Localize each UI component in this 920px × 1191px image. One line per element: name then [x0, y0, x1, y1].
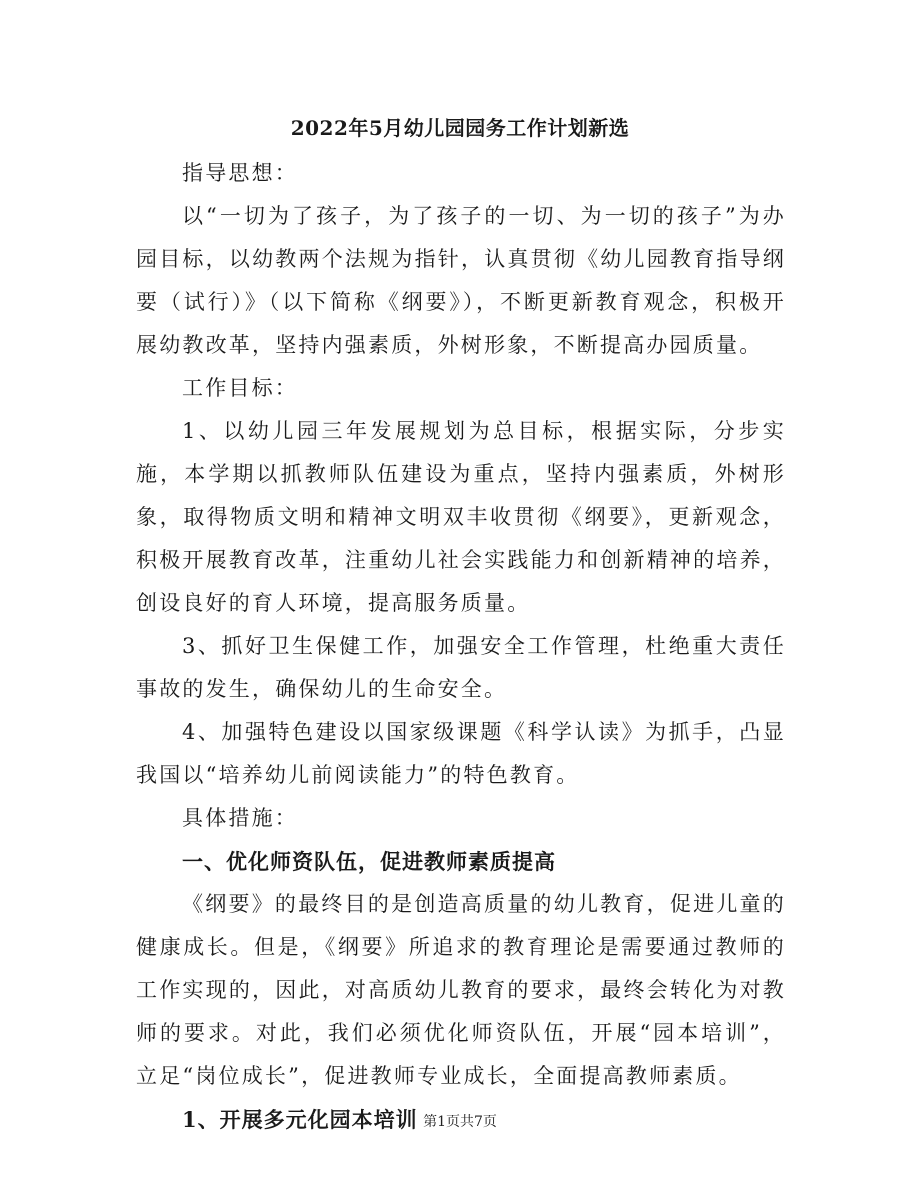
paragraph-goal-4: 4、加强特色建设以国家级课题《科学认读》为抓手，凸显我国以“培养幼儿前阅读能力”的特色教育。	[136, 720, 786, 787]
heading-guiding-thought: 指导思想：	[182, 161, 298, 185]
heading-work-goals: 工作目标：	[182, 376, 298, 400]
heading-specific-measures: 具体措施：	[182, 806, 298, 830]
document-title: 2022年5月幼儿园园务工作计划新选	[290, 116, 630, 140]
paragraph-goal-1: 1、以幼儿园三年发展规划为总目标，根据实际，分步实施，本学期以抓教师队伍建设为重点，坚持内强素质，外树形象，取得物质文明和精神文明双丰收贯彻《纲要》，更新观念，积极开展教育改革，注重幼儿社会实践能力和创新精神的培养，创设良好的育人环境，提高服务质量。	[136, 419, 786, 615]
section-heading-1: 一、优化师资队伍，促进教师素质提高	[182, 849, 556, 874]
subsection-heading-1: 1、开展多元化园本培训	[182, 1107, 418, 1132]
page-footer: 第1页共7页	[423, 1114, 497, 1130]
paragraph-section-1: 《纲要》的最终目的是创造高质量的幼儿教育，促进儿童的健康成长。但是，《纲要》所追求的教育理论是需要通过教师的工作实现的，因此，对高质幼儿教育的要求，最终会转化为对教师的要求。对此，我们必须优化师资队伍，开展“园本培训”，立足“岗位成长”，促进教师专业成长，全面提高教师素质。	[136, 892, 786, 1088]
paragraph-goal-3: 3、抓好卫生保健工作，加强安全工作管理，杜绝重大责任事故的发生，确保幼儿的生命安全。	[136, 634, 786, 701]
paragraph-guiding-thought: 以“一切为了孩子，为了孩子的一切、为一切的孩子”为办园目标，以幼教两个法规为指针，认真贯彻《幼儿园教育指导纲要（试行）》（以下简称《纲要》），不断更新教育观念，积极开展幼教改革，坚持内强素质，外树形象，不断提高办园质量。	[136, 204, 786, 357]
document-body	[136, 152, 786, 1141]
